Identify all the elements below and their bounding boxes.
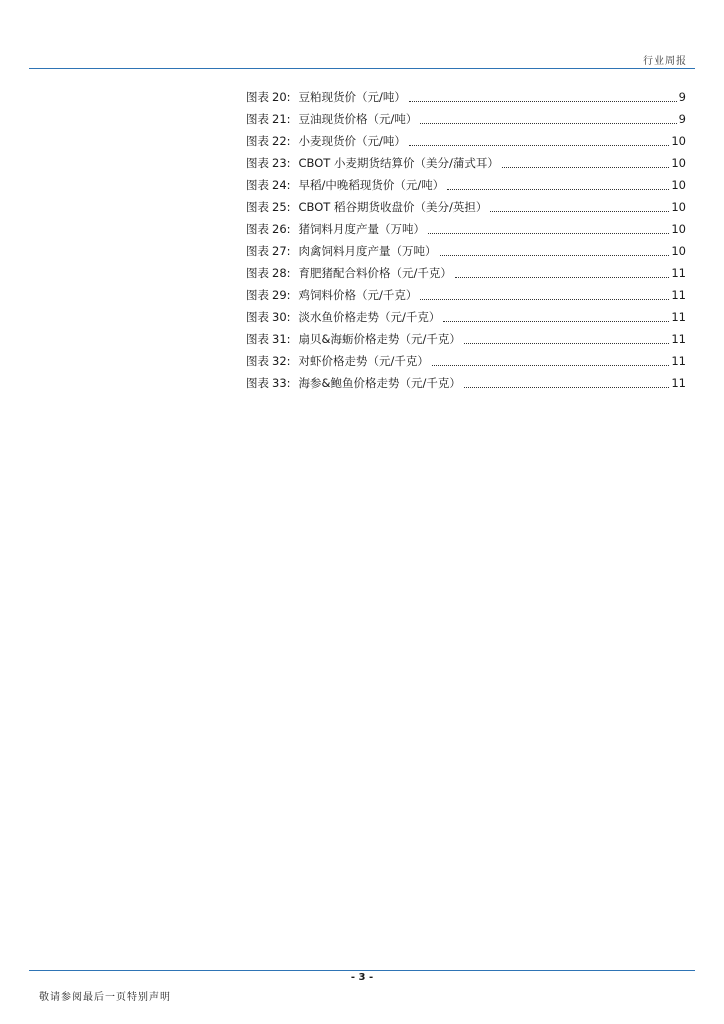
footer-disclaimer-note: 敬请参阅最后一页特别声明 [39, 992, 171, 1003]
toc-entry-label: 图表 [246, 200, 269, 214]
toc-dot-leader [409, 101, 677, 102]
toc-entry[interactable] [246, 240, 686, 262]
toc-dot-leader [420, 299, 669, 300]
toc-entry-label: 图表 [246, 134, 269, 148]
toc-entry-label: 图表 [246, 266, 269, 280]
toc-entry-label: 图表 [246, 156, 269, 170]
toc-entry-page: 9 [678, 112, 686, 126]
toc-entry[interactable] [246, 196, 686, 218]
toc-entry-label: 图表 [246, 178, 269, 192]
table-of-figures [246, 86, 686, 394]
toc-entry-number: 24: [272, 178, 291, 192]
toc-entry-label: 图表 [246, 244, 269, 258]
toc-entry-title: 豆油现货价格（元/吨） [298, 112, 418, 126]
toc-entry[interactable] [246, 152, 686, 174]
toc-entry-title: CBOT 小麦期货结算价（美分/蒲式耳） [298, 156, 499, 170]
toc-entry-page: 11 [671, 376, 686, 390]
toc-entry-label: 图表 [246, 288, 269, 302]
toc-dot-leader [409, 145, 669, 146]
toc-entry-page: 10 [671, 222, 686, 236]
toc-entry-number: 29: [272, 288, 291, 302]
toc-entry-label: 图表 [246, 376, 269, 390]
toc-entry-title: 猪饲料月度产量（万吨） [298, 222, 426, 236]
toc-entry-page: 10 [671, 156, 686, 170]
toc-entry-page: 11 [671, 332, 686, 346]
toc-dot-leader [432, 365, 669, 366]
toc-dot-leader [464, 343, 670, 344]
toc-entry[interactable] [246, 218, 686, 240]
toc-entry[interactable] [246, 262, 686, 284]
toc-entry-number: 28: [272, 266, 291, 280]
toc-entry-title: 淡水鱼价格走势（元/千克） [298, 310, 441, 324]
toc-entry-title: CBOT 稻谷期货收盘价（美分/英担） [298, 200, 488, 214]
toc-entry-number: 23: [272, 156, 291, 170]
toc-entry-page: 11 [671, 310, 686, 324]
toc-entry[interactable] [246, 372, 686, 394]
toc-entry-number: 33: [272, 376, 291, 390]
toc-entry[interactable] [246, 328, 686, 350]
toc-entry[interactable] [246, 86, 686, 108]
page-number: - 3 - [350, 972, 374, 983]
toc-entry-label: 图表 [246, 90, 269, 104]
toc-entry-page: 10 [671, 134, 686, 148]
toc-entry-page: 10 [671, 178, 686, 192]
toc-entry-label: 图表 [246, 332, 269, 346]
toc-entry[interactable] [246, 130, 686, 152]
toc-dot-leader [502, 167, 670, 168]
toc-dot-leader [447, 189, 669, 190]
toc-entry[interactable] [246, 284, 686, 306]
toc-entry-number: 31: [272, 332, 291, 346]
toc-entry[interactable] [246, 174, 686, 196]
toc-entry-number: 20: [272, 90, 291, 104]
toc-entry-page: 10 [671, 200, 686, 214]
toc-dot-leader [440, 255, 670, 256]
toc-entry-title: 育肥猪配合料价格（元/千克） [298, 266, 452, 280]
toc-entry-label: 图表 [246, 354, 269, 368]
toc-dot-leader [455, 277, 669, 278]
toc-entry-title: 小麦现货价（元/吨） [298, 134, 406, 148]
toc-entry-number: 21: [272, 112, 291, 126]
toc-entry-page: 10 [671, 244, 686, 258]
toc-dot-leader [464, 387, 670, 388]
toc-entry-title: 鸡饲料价格（元/千克） [298, 288, 418, 302]
toc-entry-label: 图表 [246, 112, 269, 126]
toc-entry-number: 26: [272, 222, 291, 236]
toc-entry-title: 海参&鲍鱼价格走势（元/千克） [298, 376, 461, 390]
toc-entry-title: 早稻/中晚稻现货价（元/吨） [298, 178, 445, 192]
header-rule [29, 68, 695, 69]
toc-entry-title: 扇贝&海蛎价格走势（元/千克） [298, 332, 461, 346]
toc-entry-number: 32: [272, 354, 291, 368]
toc-entry[interactable] [246, 306, 686, 328]
toc-dot-leader [443, 321, 669, 322]
toc-entry[interactable] [246, 108, 686, 130]
toc-entry-number: 30: [272, 310, 291, 324]
toc-entry-number: 25: [272, 200, 291, 214]
header-title: 行业周报 [643, 56, 687, 67]
toc-dot-leader [420, 123, 676, 124]
toc-entry-label: 图表 [246, 310, 269, 324]
toc-entry-title: 豆粕现货价（元/吨） [298, 90, 406, 104]
toc-entry-title: 肉禽饲料月度产量（万吨） [298, 244, 437, 258]
toc-entry-number: 27: [272, 244, 291, 258]
toc-entry-page: 11 [671, 266, 686, 280]
toc-entry[interactable] [246, 350, 686, 372]
toc-dot-leader [490, 211, 669, 212]
toc-entry-page: 11 [671, 288, 686, 302]
toc-dot-leader [428, 233, 669, 234]
toc-entry-page: 11 [671, 354, 686, 368]
toc-entry-label: 图表 [246, 222, 269, 236]
footer-rule [29, 970, 695, 971]
toc-entry-number: 22: [272, 134, 291, 148]
toc-entry-title: 对虾价格走势（元/千克） [298, 354, 429, 368]
toc-entry-page: 9 [678, 90, 686, 104]
